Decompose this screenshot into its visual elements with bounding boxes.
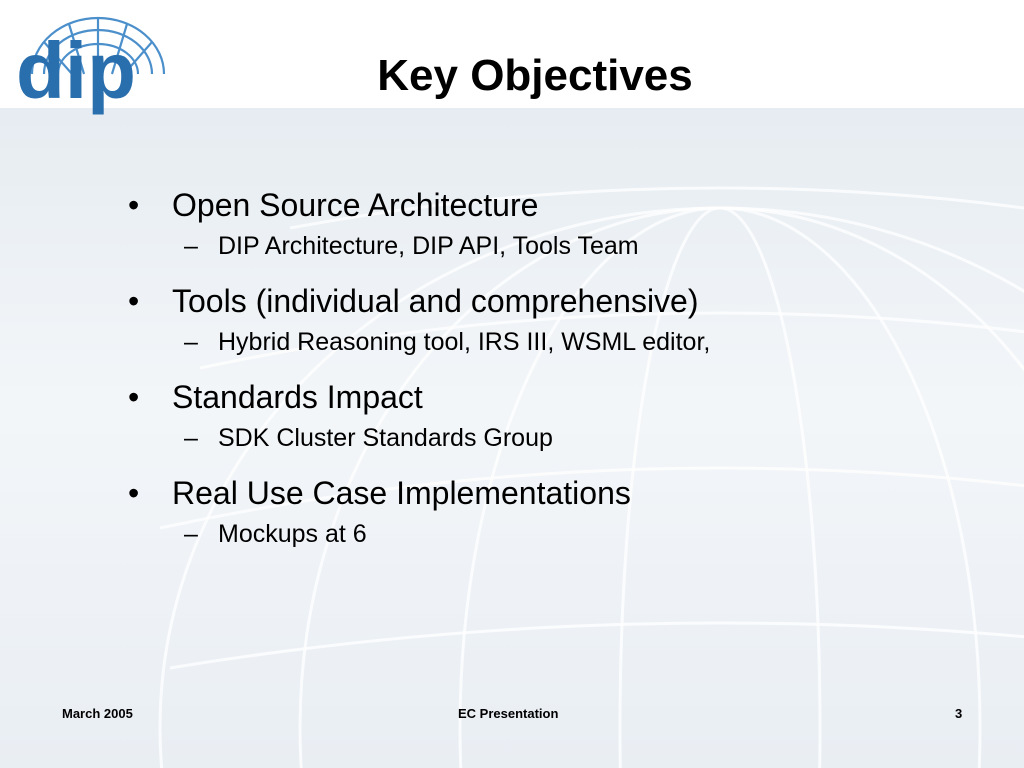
bullet-marker: • [128,379,140,415]
bullet-marker: • [128,187,140,223]
sub-bullet-text: Hybrid Reasoning tool, IRS III, WSML editor, [218,328,711,356]
sub-bullet-item [128,228,988,264]
bullet-item [128,470,988,516]
sub-bullet-item [128,420,988,456]
dip-logo [14,14,176,132]
svg-text:dip: dip [16,26,136,115]
sub-bullet-marker: – [184,520,198,548]
bullet-text: Real Use Case Implementations [172,475,631,511]
footer-title: EC Presentation [458,706,559,721]
slide-title: Key Objectives [377,51,693,100]
bullet-text: Open Source Architecture [172,187,539,223]
bullet-text: Tools (individual and comprehensive) [172,283,699,319]
sub-bullet-marker: – [184,232,198,260]
footer-date: March 2005 [62,706,133,721]
bullet-text: Standards Impact [172,379,423,415]
bullet-item [128,278,988,324]
bullet-list [128,182,988,566]
page-number: 3 [955,706,963,721]
sub-bullet-text: DIP Architecture, DIP API, Tools Team [218,232,639,260]
sub-bullet-item [128,516,988,552]
bullet-marker: • [128,475,140,511]
sub-bullet-text: Mockups at 6 [218,520,367,548]
bullet-item [128,182,988,228]
sub-bullet-marker: – [184,328,198,356]
sub-bullet-item [128,324,988,360]
sub-bullet-text: SDK Cluster Standards Group [218,424,553,452]
sub-bullet-marker: – [184,424,198,452]
bullet-item [128,374,988,420]
bullet-marker: • [128,283,140,319]
